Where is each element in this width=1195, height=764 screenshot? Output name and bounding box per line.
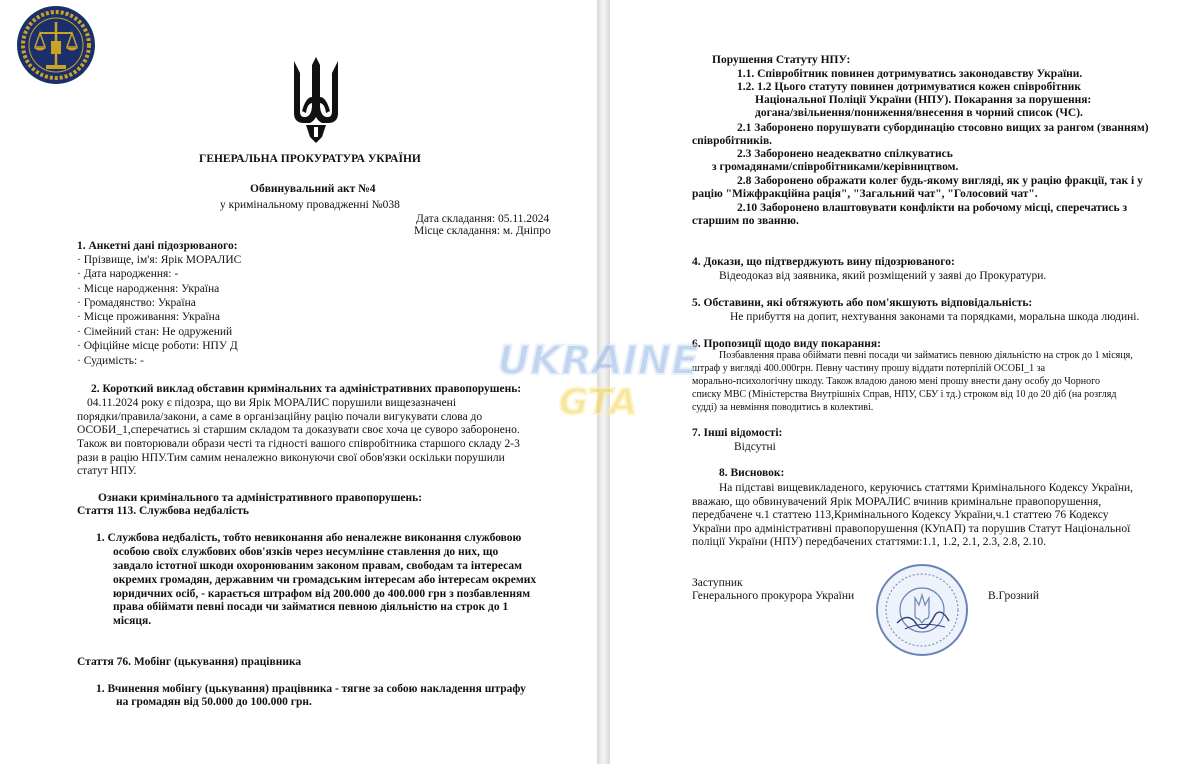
list-item: · Судимість: - bbox=[77, 355, 144, 367]
signatory-title-line2: Генерального прокурора України bbox=[692, 590, 855, 602]
list-item: старшим по званню. bbox=[692, 215, 799, 227]
text-line: списку МВС (Міністерства Внутрішніх Справ, НПУ, СБУ і тд.) строком від 10 до 20 діб (на розгляд bbox=[692, 389, 1117, 400]
signatory-title-line1: Заступник bbox=[692, 577, 743, 589]
text-line: вважаю, що обвинувачений Ярік МОРАЛИС вчинив кримінальне правопорушення, bbox=[692, 496, 1102, 508]
act-title: Обвинувальний акт №4 bbox=[250, 183, 376, 195]
text-line: Також ви повторювали образи честі та гідності вашого співробітника старшого складу 2-3 bbox=[77, 438, 520, 450]
section-7-text: Відсутні bbox=[734, 441, 776, 453]
list-item: догана/звільнення/пониження/внесення в чорний список (ЧС). bbox=[755, 107, 1083, 119]
section-5-heading: 5. Обставини, які обтяжують або пом'якшують відповідальність: bbox=[692, 297, 1033, 309]
text-line: України про адміністративні правопорушення (КУпАП) та порушив Статут Національної bbox=[692, 523, 1131, 535]
list-item: Національної Поліції України (НПУ). Покарання за порушення: bbox=[755, 94, 1092, 106]
signatory-name: В.Грозний bbox=[988, 590, 1039, 602]
trident-icon bbox=[288, 57, 344, 143]
text-line: порядки/правила/закони, а саме в організаційну рацію почали вигукувати слова до bbox=[77, 411, 483, 423]
signs-heading: Ознаки кримінального та адміністративного правопорушень: bbox=[98, 492, 423, 504]
text-line: 04.11.2024 року є підозра, що ви Ярік МОРАЛИС порушили вищезазначені bbox=[87, 397, 457, 409]
date-line: Дата складання: 05.11.2024 bbox=[416, 213, 550, 225]
section-1-heading: 1. Анкетні дані підозрюваного: bbox=[77, 240, 238, 252]
list-item: 1.1. Співробітник повинен дотримуватись законодавству України. bbox=[737, 68, 1083, 80]
list-item: 2.3 Заборонено неадекватно спілкуватись bbox=[737, 148, 953, 160]
text-line: 1. Службова недбалість, тобто невиконання або неналежне виконання службовою bbox=[96, 532, 522, 544]
article-76-heading: Стаття 76. Мобінг (цькування) працівника bbox=[77, 656, 302, 668]
official-seal-icon bbox=[875, 563, 969, 657]
text-line: статут НПУ. bbox=[77, 465, 137, 477]
case-line: у кримінальному провадженні №038 bbox=[220, 199, 400, 211]
text-line: морально-психологічну шкоду. Також владою даною мені прошу внести дану особу до Чорного bbox=[692, 376, 1100, 387]
org-title: ГЕНЕРАЛЬНА ПРОКУРАТУРА УКРАЇНИ bbox=[199, 153, 421, 165]
text-line: ОСОБИ_1,сперечатись зі старшим складом та доказувати своє хоча це суворо заборонено. bbox=[77, 424, 520, 436]
list-item: · Місце народження: Україна bbox=[77, 283, 220, 295]
text-line: судді) за невміння поводитись в колективі. bbox=[692, 402, 874, 413]
list-item: 1.2. 1.2 Цього статуту повинен дотримуватися кожен співробітник bbox=[737, 81, 1082, 93]
list-item: · Сімейний стан: Не одружений bbox=[77, 326, 233, 338]
section-6-heading: 6. Пропозиції щодо виду покарання: bbox=[692, 338, 881, 350]
article-113-heading: Стаття 113. Службова недбалість bbox=[77, 505, 249, 517]
text-line: права обіймати певні посади чи займатися певною діяльністю на строк до 1 bbox=[113, 601, 509, 613]
section-8-heading: 8. Висновок: bbox=[719, 467, 785, 479]
text-line: рази в рацію НПУ.Тим самим неналежно виконуючи свої обов'язки оскільки порушили bbox=[77, 452, 505, 464]
svg-text:UKRAINE: UKRAINE bbox=[498, 338, 698, 384]
text-line: місяця. bbox=[113, 615, 152, 627]
list-item: 2.8 Заборонено ображати колег будь-якому вигляді, як у рацію фракції, так і у bbox=[737, 175, 1143, 187]
section-2-heading: 2. Короткий виклад обставин кримінальних та адміністративних правопорушень: bbox=[91, 383, 522, 395]
list-item: · Офіційне місце роботи: НПУ Д bbox=[77, 340, 238, 352]
section-4-heading: 4. Докази, що підтверджують вину підозрюваного: bbox=[692, 256, 955, 268]
text-line: Позбавлення права обіймати певні посади чи займатись певною діяльністю на строк до 1 місяця, bbox=[719, 350, 1133, 361]
list-item: 2.1 Заборонено порушувати субординацію стосовно вищих за рангом (званням) bbox=[737, 122, 1149, 134]
text-line: передбачене ч.1 статтею 113,Кримінального Кодексу України,ч.1 статтею 76 Кодексу bbox=[692, 509, 1109, 521]
text-line: штраф у вигляді 400.000грн. Певну частину прошу віддати потерпілій ОСОБІ_1 за bbox=[692, 363, 1046, 374]
text-line: юридичних осіб, - карається штрафом від 200.000 до 400.000 грн з позбавленням bbox=[113, 588, 531, 600]
text-line: завдало істотної шкоди охоронюваним законом правам, свободам та інтересам bbox=[113, 560, 522, 572]
list-item: 2.10 Заборонено влаштовувати конфлікти на робочому місці, сперечатись з bbox=[737, 202, 1128, 214]
list-item: · Місце проживання: Україна bbox=[77, 311, 220, 323]
list-item: з громадянами/співробітниками/керівництвом. bbox=[712, 161, 959, 173]
list-item: · Громадянство: Україна bbox=[77, 297, 196, 309]
ukraine-gta-watermark-logo bbox=[498, 330, 698, 425]
list-item: рацію "Міжфракційна рація", "Загальний чат", "Голосовий чат". bbox=[692, 188, 1038, 200]
list-item: · Прізвище, ім'я: Ярік МОРАЛИС bbox=[77, 254, 242, 266]
svg-text:GTA: GTA bbox=[558, 382, 638, 423]
list-item: співробітників. bbox=[692, 135, 773, 147]
statute-heading: Порушення Статуту НПУ: bbox=[712, 54, 851, 66]
prosecutor-emblem-icon bbox=[16, 5, 96, 85]
text-line: На підставі вищевикладеного, керуючись статтями Кримінального Кодексу України, bbox=[719, 482, 1133, 494]
section-5-text: Не прибуття на допит, нехтування законами та порядками, моральна шкода людині. bbox=[730, 311, 1140, 323]
text-line: на громадян від 50.000 до 100.000 грн. bbox=[116, 696, 312, 708]
text-line: 1. Вчинення мобінгу (цькування) працівника - тягне за собою накладення штрафу bbox=[96, 683, 526, 695]
section-7-heading: 7. Інші відомості: bbox=[692, 427, 783, 439]
section-4-text: Відеодоказ від заявника, який розміщений у заяві до Прокуратури. bbox=[719, 270, 1047, 282]
text-line: особою своїх службових обов'язків через несумлінне ставлення до них, що bbox=[113, 546, 499, 558]
place-line: Місце складання: м. Дніпро bbox=[414, 225, 551, 237]
text-line: окремих громадян, державним чи громадським інтересам або інтересам окремих bbox=[113, 574, 537, 586]
text-line: поліції України (НПУ) передбачених статтями:1.1, 1.2, 2.1, 2.3, 2.8, 2.10. bbox=[692, 536, 1046, 548]
list-item: · Дата народження: - bbox=[77, 268, 179, 280]
